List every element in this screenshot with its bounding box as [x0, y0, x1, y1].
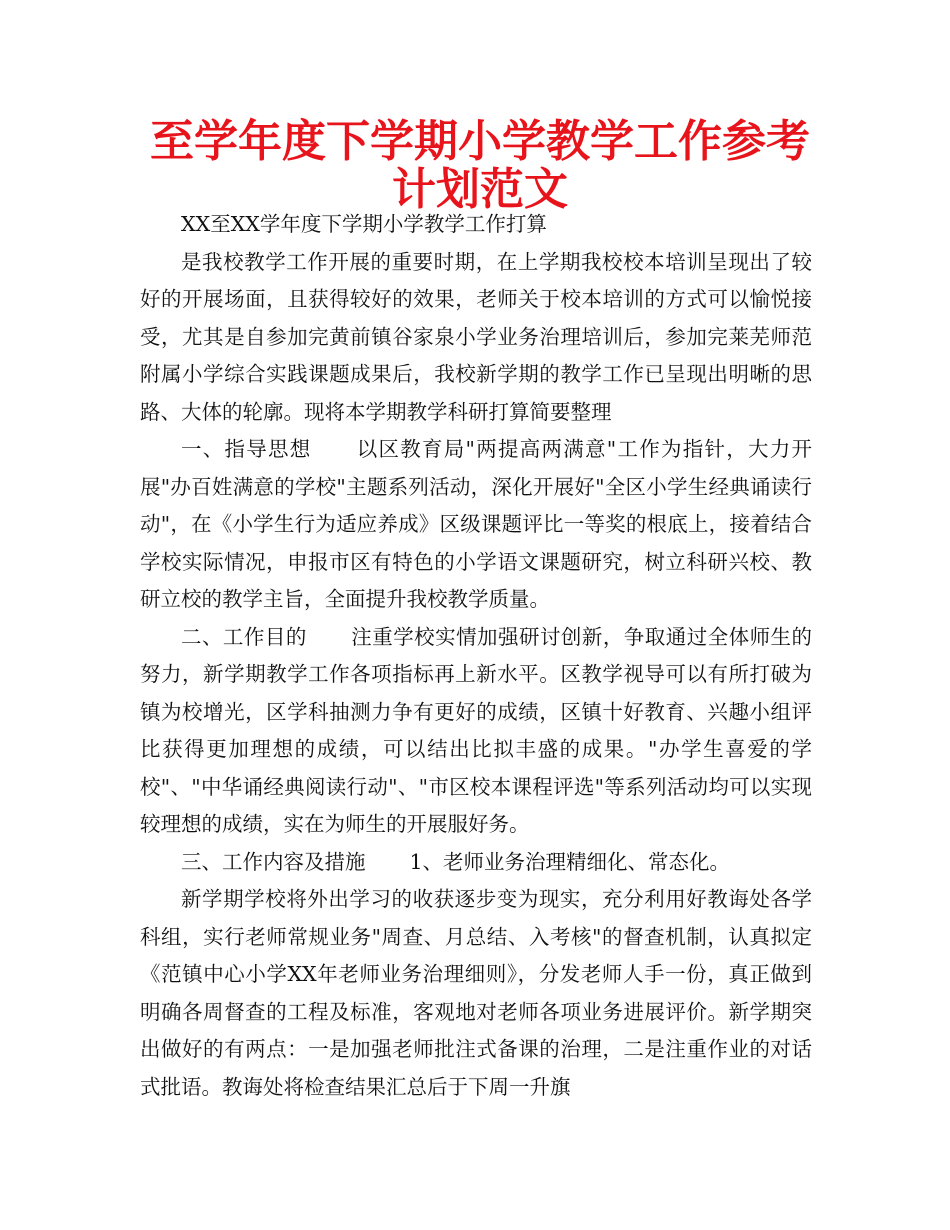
- paragraph-text: 新学期学校将外出学习的收获逐步变为现实，充分利用好教诲处各学科组，实行老师常规业务"周查、月总结、入考核"的督查机制，认真拟定《范镇中心小学XX年老师业务治理细则》，分发老师人手一份，真正做到明确各周督查的工程及标准，客观地对老师各项业务进展评价。新学期突出做好的有两点：一是加强老师批注式备课的治理，二是注重作业的对话式批语。教诲处将检查结果汇总后于下周一升旗: [140, 887, 812, 1099]
- paragraph-text: 1、老师业务治理精细化、常态化。: [409, 849, 731, 874]
- document-body: [140, 206, 812, 1106]
- paragraph-text: XX至XX学年度下学期小学教学工作打算: [181, 212, 547, 236]
- paragraph-text: 注重学校实情加强研讨创新，争取通过全体师生的努力，新学期教学工作各项指标再上新水平。区教学视导可以有所打破为镇为校增光，区学科抽测力争有更好的成绩，区镇十好教育、兴趣小组评比获得更加理想的成绩，可以结出比拟丰盛的成果。"办学生喜爱的学校"、"中华诵经典阅读行动"、"市区校本课程评选"等系列活动均可以实现较理想的成绩，实在为师生的开展服好务。: [140, 624, 813, 836]
- paragraph-subtitle: [140, 206, 812, 244]
- paragraph-work-content: [140, 844, 812, 882]
- paragraph-new-semester: [140, 881, 812, 1106]
- document-title: 至学年度下学期小学教学工作参考计划范文: [150, 116, 810, 215]
- paragraph-guiding-ideology: [140, 431, 812, 619]
- section-heading: 二、工作目的: [181, 624, 307, 649]
- section-heading: 三、工作内容及措施: [181, 849, 366, 874]
- paragraph-intro: [140, 244, 812, 432]
- paragraph-text: 是我校教学工作开展的重要时期，在上学期我校校本培训呈现出了较好的开展场面，且获得较好的效果，老师关于校本培训的方式可以愉悦接受，尤其是自参加完黄前镇谷家泉小学业务治理培训后，参加完莱芜师范附属小学综合实践课题成果后，我校新学期的教学工作已呈现出明晰的思路、大体的轮廓。现将本学期教学科研打算简要整理: [140, 249, 812, 424]
- paragraph-text: 以区教育局"两提高两满意"工作为指针，大力开展"办百姓满意的学校"主题系列活动，深化开展好"全区小学生经典诵读行动"，在《小学生行为适应养成》区级课题评比一等奖的根底上，接着结合学校实际情况，申报市区有特色的小学语文课题研究，树立科研兴校、教研立校的教学主旨，全面提升我校教学质量。: [140, 437, 812, 611]
- paragraph-work-goals: [140, 619, 812, 844]
- section-heading: 一、指导思想: [181, 437, 312, 461]
